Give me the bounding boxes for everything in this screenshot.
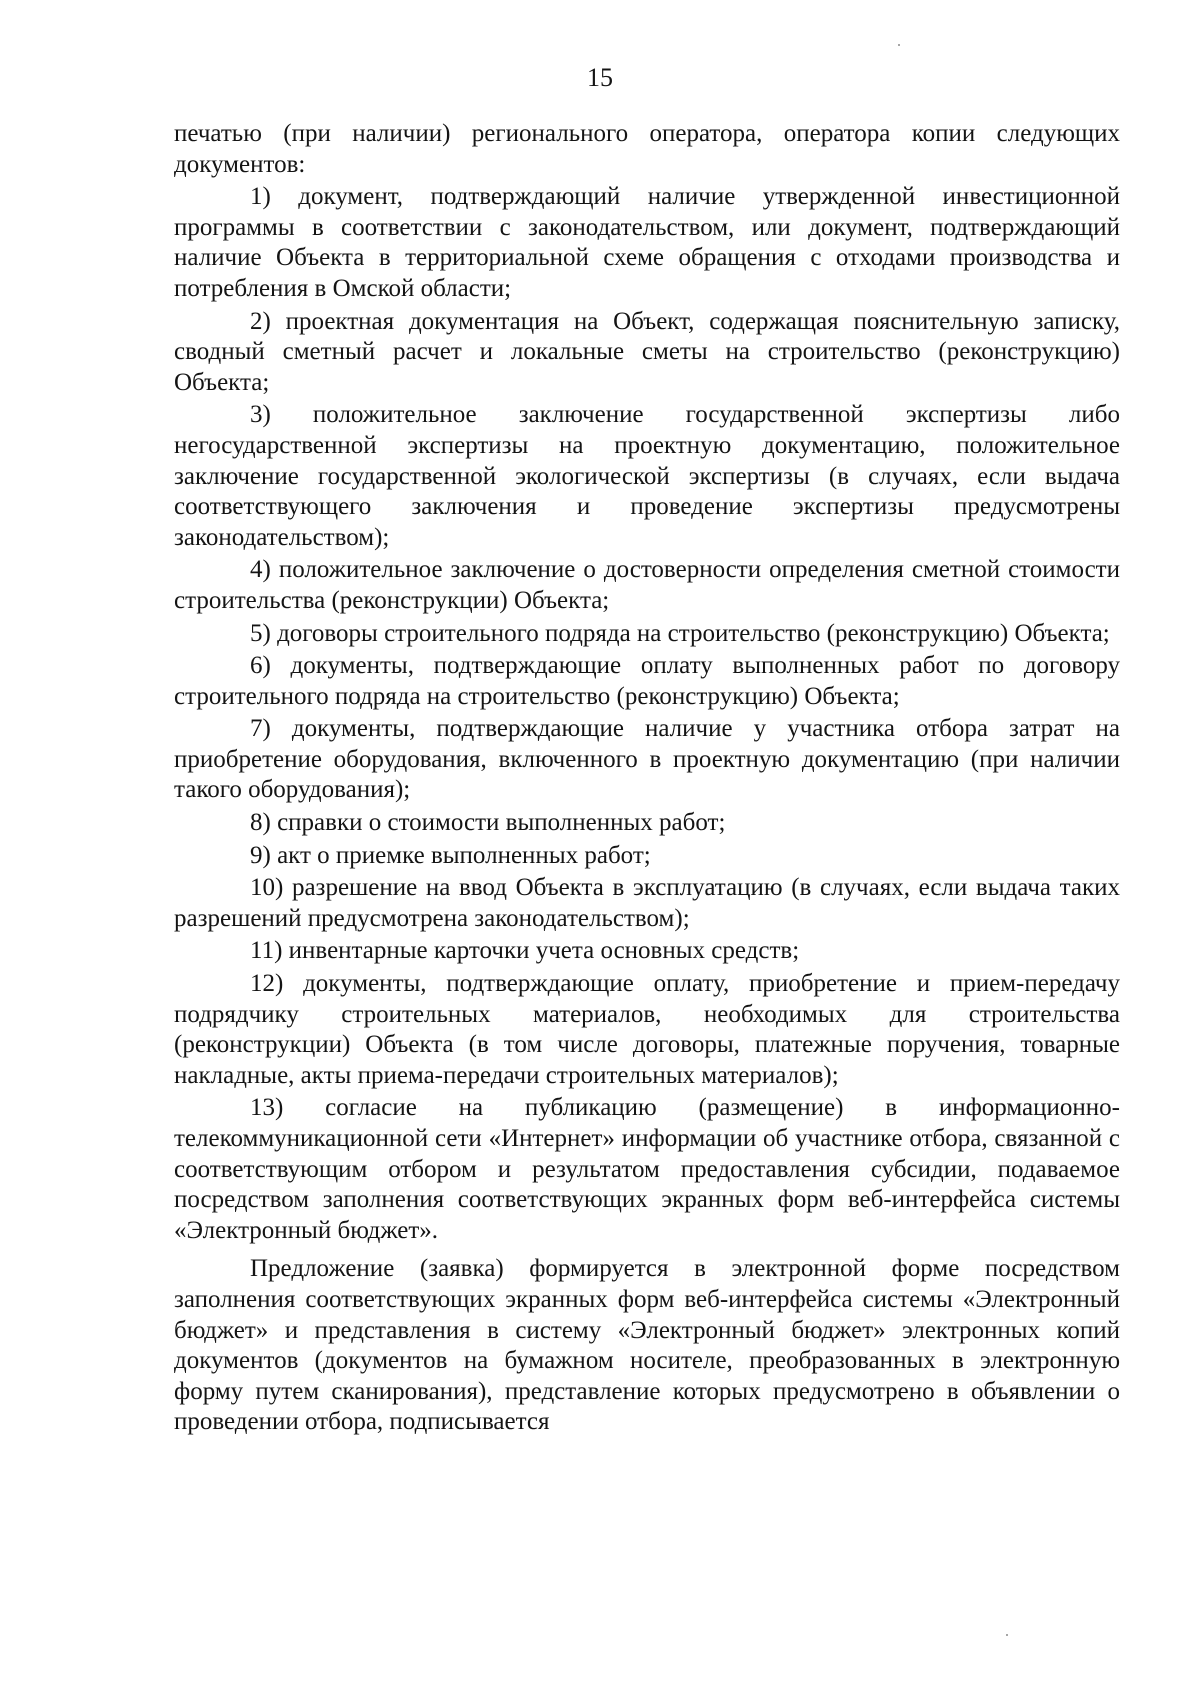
closing-paragraph: Предложение (заявка) формируется в электронной форме посредством заполнения соответствующих экранных форм веб-интерфейса системы «Электронный бюджет» и представления в систему «Электронный бюджет» электронных копий документов (документов на бумажном носителе, преобразованных в электронную форму путем сканирования), представление которых предусмотрено в объявлении о проведении отбора, подписывается [174, 1255, 1120, 1436]
page-number: 15 [587, 63, 613, 92]
list-item-5: 5) договоры строительного подряда на строительство (реконструкцию) Объекта; [250, 619, 1110, 647]
list-item-13: 13) согласие на публикацию (размещение) в информационно-телекоммуникационной сети «Интернет» информации об участнике отбора, связанной с соответствующим отбором и результатом предоставления субсидии, подаваемое посредством заполнения соответствующих экранных форм веб-интерфейса системы «Электронный бюджет». [174, 1094, 1120, 1244]
list-item-10: 10) разрешение на ввод Объекта в эксплуатацию (в случаях, если выдача таких разрешений предусмотрена законодательством); [174, 874, 1120, 932]
list-item-2: 2) проектная документация на Объект, содержащая пояснительную записку, сводный сметный расчет и локальные сметы на строительство (реконструкцию) Объекта; [174, 307, 1120, 396]
list-item-3: 3) положительное заключение государственной экспертизы либо негосударственной экспертизы на проектную документацию, положительное заключение государственной экологической экспертизы (в случаях, если выдача соответствующего заключения и проведение экспертизы предусмотрены законодательством); [174, 401, 1120, 551]
document-body [174, 119, 1120, 1438]
list-item-4: 4) положительное заключение о достоверности определения сметной стоимости строительства (реконструкции) Объекта; [174, 556, 1120, 614]
list-item-1: 1) документ, подтверждающий наличие утвержденной инвестиционной программы в соответствии с законодательством, или документ, подтверждающий наличие Объекта в территориальной схеме обращения с отходами производства и потребления в Омской области; [174, 183, 1120, 302]
list-item-6: 6) документы, подтверждающие оплату выполненных работ по договору строительного подряда на строительство (реконструкцию) Объекта; [174, 652, 1120, 710]
scan-speck [1006, 1634, 1008, 1636]
lead-paragraph: печатью (при наличии) регионального оператора, оператора копии следующих документов: [174, 120, 1120, 178]
list-item-9: 9) акт о приемке выполненных работ; [250, 841, 651, 869]
list-item-8: 8) справки о стоимости выполненных работ; [250, 809, 726, 837]
scan-speck [898, 44, 900, 46]
list-item-7: 7) документы, подтверждающие наличие у участника отбора затрат на приобретение оборудования, включенного в проектную документацию (при наличии такого оборудования); [174, 715, 1120, 804]
list-item-12: 12) документы, подтверждающие оплату, приобретение и прием-передачу подрядчику строительных материалов, необходимых для строительства (реконструкции) Объекта (в том числе договоры, платежные поручения, товарные накладные, акты приема-передачи строительных материалов); [174, 970, 1120, 1089]
list-item-11: 11) инвентарные карточки учета основных средств; [250, 937, 800, 965]
